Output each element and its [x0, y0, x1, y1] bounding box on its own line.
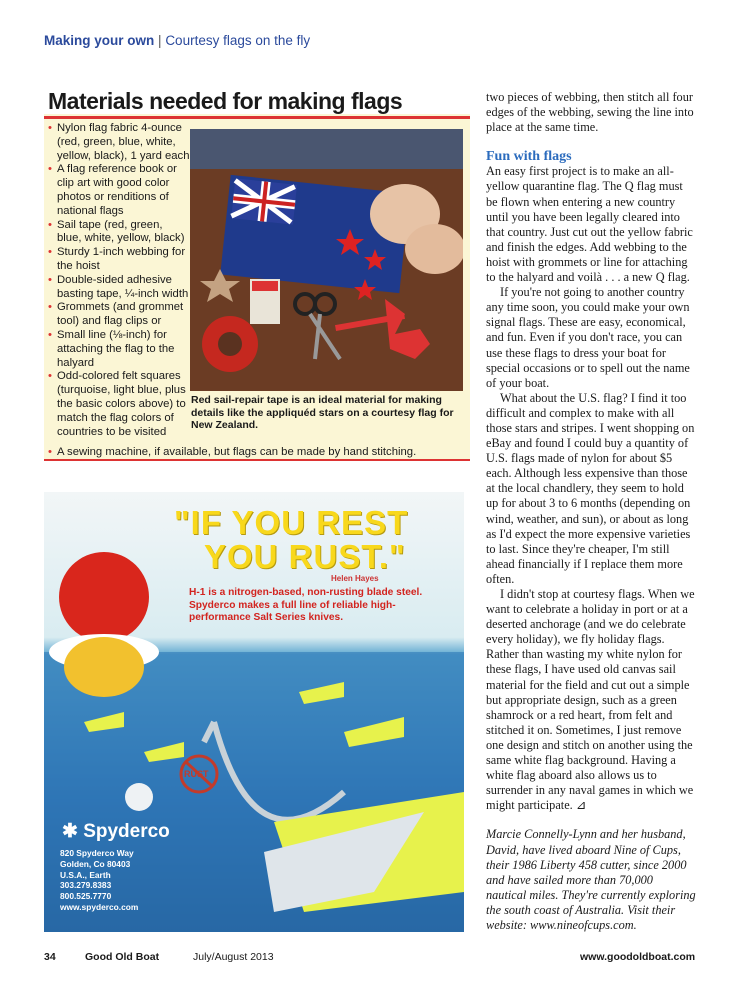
spyderco-advertisement	[44, 492, 464, 932]
header-subtitle: Courtesy flags on the fly	[165, 33, 311, 48]
ad-headline-line2: YOU RUST."	[204, 538, 406, 575]
brand-name: Spyderco	[83, 821, 170, 842]
ad-attribution: Helen Hayes	[331, 574, 379, 583]
address-line: Golden, Co 80403	[60, 858, 131, 869]
paragraph: If you're not going to another country any time soon, you could make your own signal flags. These are easy, economical, and fun. Even if you don't race, you can use these flags to dress your boat for special occasions or to spell out the name of your boat.	[486, 285, 690, 390]
header-separator: |	[158, 33, 162, 48]
list-item-last: • A sewing machine, if available, but flags can be made by hand stitching.	[48, 446, 416, 458]
section-heading: Fun with flags	[486, 149, 572, 165]
list-item: • Grommets (and grommet tool) and flag clips or	[48, 301, 190, 329]
running-header	[44, 33, 310, 48]
author-bio: Marcie Connelly-Lynn and her husband, David, have lived aboard Nine of Cups, their 1986 Liberty 458 cutter, since 2000 and have sailed more than 70,000 nautical miles. They're currently exploring the south coast of Australia. Visit their website: www.nineofcups.com.	[486, 827, 696, 932]
spider-icon: ✱	[62, 821, 78, 842]
ad-copy: H-1 is a nitrogen-based, non-rusting blade steel. Spyderco makes a full line of reliable high-performance Salt Series knives.	[189, 587, 423, 623]
address-line: 820 Spyderco Way	[60, 848, 134, 858]
list-item: • Nylon flag fabric 4-ounce (red, green, blue, white, yellow, black), 1 yard each	[48, 122, 190, 163]
list-item: • Small line (⅛-inch) for attaching the flag to the halyard	[48, 329, 190, 370]
page-number-text: 34	[44, 951, 56, 963]
magazine-name-text: Good Old Boat	[85, 951, 160, 963]
materials-list	[48, 122, 190, 439]
ad-headline-line1: "IF YOU REST	[174, 504, 409, 541]
issue-date: July/August 2013	[193, 951, 274, 963]
title-rule	[44, 116, 470, 119]
paragraph: An easy first project is to make an all-yellow quarantine flag. The Q flag must be flown when entering a new country until you have been legally cleared into that country. Just cut out the yellow fabric and finish the edges. Add webbing to the hoist with grommets or line for attaching to the halyard and voilà . . . a new Q flag.	[486, 164, 693, 285]
page-number	[44, 951, 56, 963]
section-name: Making your own	[44, 33, 155, 48]
article-column	[486, 90, 696, 933]
paragraph-continued: two pieces of webbing, then stitch all four edges of the webbing, sewing the line into place at the same time.	[486, 90, 694, 135]
address-line: U.S.A., Earth	[60, 869, 111, 880]
magazine-name	[85, 951, 159, 963]
list-item: • Double-sided adhesive basting tape, ¼-inch width	[48, 274, 190, 302]
paragraph-text: I didn't stop at courtesy flags. When we want to celebrate a holiday in port or at a deserted anchorage (and we do celebrate every holiday), we fly holiday flags. Rather than wasting my white nylon for these flags, I have used old canvas sail material for the field and cut out a simple but appropriate design, such as a green shamrock or a red heart, from felt and stitched it on. Sometimes, I just remove one design and stitch on another using the same white flag background. Having a white flag aboard also allows us to surrender in any naval games in which we might participate.	[486, 587, 695, 813]
photo-caption: Red sail-repair tape is an ideal material for making details like the appliquéd stars on a courtesy flag for New Zealand.	[191, 394, 454, 431]
address-line: www.spyderco.com	[60, 901, 139, 912]
photo-illustration	[190, 129, 463, 391]
address-line: 303.279.8383	[60, 880, 112, 891]
flag-making-photo	[190, 129, 463, 391]
address-line: 800.525.7770	[60, 891, 112, 902]
list-item: • Sail tape (red, green, blue, white, yellow, black)	[48, 219, 190, 247]
list-item: • A flag reference book or clip art with good color photos or renditions of national flags	[48, 163, 190, 218]
end-mark: ⊿	[575, 798, 587, 813]
ad-headline	[174, 506, 408, 574]
rust-badge: RUST	[184, 769, 209, 779]
spyderco-logo	[62, 820, 170, 843]
paragraph	[486, 587, 696, 813]
ad-address	[60, 848, 138, 913]
list-item: • Sturdy 1-inch webbing for the hoist	[48, 246, 190, 274]
list-item: • Odd-colored felt squares (turquoise, light blue, plus the basic colors above) to match the flag colors of countries to be visited	[48, 370, 190, 439]
website-url-text: www.goodoldboat.com	[580, 951, 696, 963]
paragraph: What about the U.S. flag? I find it too difficult and complex to make with all those stars and stripes. I went shopping on eBay and found I could buy a quantity of U.S. flags made of nylon for about $5 each. Although less expensive than those at the local chandlery, they seem to hold up for about 3 to 6 months (depending on wind, weather, and sun), or about as long as I'd expect the more expensive varieties to last. Since they're cheaper, I'm still ahead financially if I replace them more often.	[486, 390, 695, 586]
sidebar-title: Materials needed for making flags	[48, 88, 403, 114]
website-url	[580, 951, 695, 963]
